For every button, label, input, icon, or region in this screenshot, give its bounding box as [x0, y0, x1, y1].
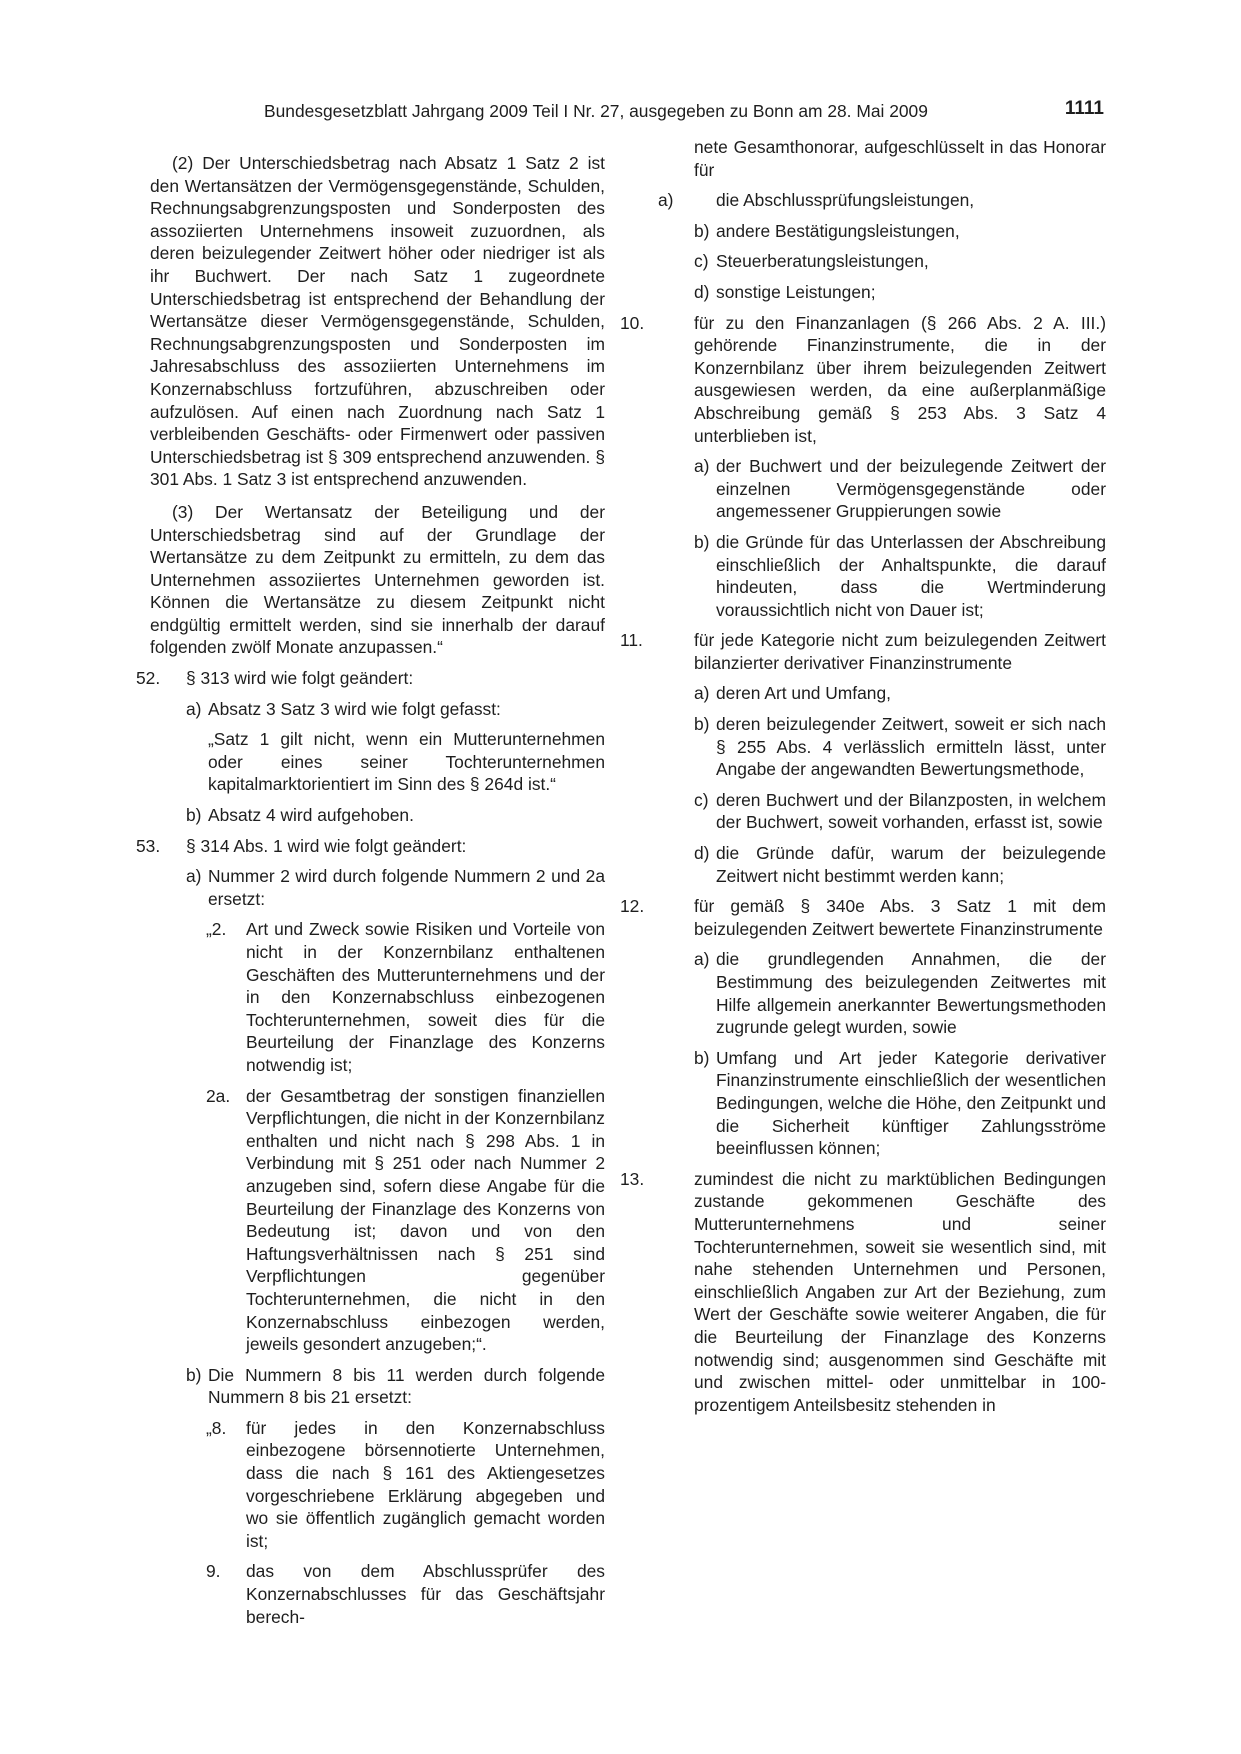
item-label: 53. [136, 835, 161, 856]
item-label: b) [694, 714, 710, 735]
item-label: b) [694, 531, 710, 552]
item-text: Steuerberatungsleistungen, [716, 251, 929, 272]
item-text: für gemäß § 340e Abs. 3 Satz 1 mit dem beizulegenden Zeitwert bewertete Finanzinstrumente [694, 896, 1106, 939]
item-label: b) [186, 805, 202, 826]
item-label: „2. [206, 919, 227, 940]
item-text: für jede Kategorie nicht zum beizulegenden Zeitwert bilanzierter derivativer Finanzinstrumente [694, 630, 1106, 673]
item-nr-9-continued: nete Gesamthonorar, aufgeschlüsselt in das Honorar für [694, 137, 1106, 180]
item-label: b) [694, 220, 710, 241]
item-label: a) [658, 190, 674, 211]
item-label: 12. [620, 896, 645, 917]
item-text: § 313 wird wie folgt geändert: [186, 668, 414, 689]
item-label: a) [694, 683, 710, 704]
item-text: deren beizulegender Zeitwert, soweit er sich nach § 255 Abs. 4 verlässlich ermitteln lässt, unter Angabe der angewandten Bewertungsmethode, [716, 714, 1106, 780]
item-text: der Buchwert und der beizulegende Zeitwert der einzelnen Vermögensgegenstände oder angemessener Gruppierungen sowie [716, 456, 1106, 522]
item-nr-11-a [658, 682, 1106, 705]
item-label: a) [694, 949, 710, 970]
item-text: sonstige Leistungen; [716, 281, 876, 302]
item-nr-13 [620, 1168, 1106, 1417]
item-53-b [150, 1364, 605, 1409]
item-nr-10-b [658, 531, 1106, 621]
item-nr-9-c [658, 250, 1106, 273]
item-53 [136, 835, 605, 858]
item-nr-11 [620, 629, 1106, 674]
item-label: 52. [136, 668, 161, 689]
item-text: Art und Zweck sowie Risiken und Vorteile von nicht in der Konzernbilanz enthaltenen Geschäften des Mutterunternehmens und der in den Konzernabschluss einbezogenen Tochterunternehmen, soweit dies für die Beurteilung der Finanzlage des Konzerns notwendig ist; [246, 919, 605, 1075]
item-text: Absatz 4 wird aufgehoben. [208, 805, 414, 826]
item-label: 10. [620, 312, 645, 333]
item-52-a [150, 698, 605, 721]
item-nr-11-d [658, 842, 1106, 887]
item-text: zumindest die nicht zu marktüblichen Bedingungen zustande gekommenen Geschäfte des Mutterunternehmens und seiner Tochterunternehmen, soweit sie wesentlich sind, mit nahe stehenden Unternehmen und Personen, einschließlich Angaben zur Art der Beziehung, zum Wert der Geschäfte sowie weiterer Angaben, die für die Beurteilung der Finanzlage des Konzerns notwendig sind; ausgenommen sind Geschäfte mit und zwischen mittel- oder unmittelbar in 100-prozentigem Anteilsbesitz stehenden in [694, 1168, 1106, 1415]
item-label: 13. [620, 1168, 645, 1189]
right-column [620, 137, 1106, 1416]
item-label: „8. [206, 1417, 227, 1438]
item-text: Die Nummern 8 bis 11 werden durch folgende Nummern 8 bis 21 ersetzt: [208, 1364, 605, 1408]
item-label: a) [186, 866, 202, 887]
item-nr-10-a [658, 455, 1106, 523]
item-nr-12-a [658, 948, 1106, 1038]
item-text: für zu den Finanzanlagen (§ 266 Abs. 2 A. III.) gehörende Finanzinstrumente, die in der Konzernbilanz über ihrem beizulegenden Zeitwert ausgewiesen werden, da eine außerplanmäßige Abschreibung gemäß § 253 Abs. 3 Satz 4 unterblieben ist, [694, 312, 1106, 446]
item-nr-2a [150, 1085, 605, 1356]
item-nr-12-b [658, 1047, 1106, 1160]
item-nr-9-b [658, 220, 1106, 243]
item-nr-8 [150, 1417, 605, 1553]
item-nr-11-b [658, 713, 1106, 781]
item-52 [136, 667, 605, 690]
item-text: Absatz 3 Satz 3 wird wie folgt gefasst: [208, 698, 501, 719]
paragraph-3: (3) Der Wertansatz der Beteiligung und der Unterschiedsbetrag sind auf der Grundlage der Wertansätze zu dem Zeitpunkt zu ermitteln, zu dem das Unternehmen assoziiertes Unternehmen geworden ist. Können die Wertansätze zu diesem Zeitpunkt nicht endgültig ermittelt werden, sind sie innerhalb der darauf folgenden zwölf Monate anzupassen.“ [150, 501, 605, 658]
page-header [264, 100, 1104, 126]
item-label: 2a. [206, 1085, 231, 1106]
item-nr-10 [620, 312, 1106, 448]
item-text: die Gründe für das Unterlassen der Abschreibung einschließlich der Anhaltspunkte, die darauf hindeuten, dass die Wertminderung voraussichtlich nicht von Dauer ist; [716, 531, 1106, 620]
item-label: c) [694, 789, 709, 810]
item-nr-9 [150, 1560, 605, 1628]
item-nr-9-a [658, 189, 1106, 212]
item-text: Umfang und Art jeder Kategorie derivativer Finanzinstrumente einschließlich der wesentlichen Bedingungen, welche die Höhe, den Zeitpunkt und die Sicherheit künftiger Zahlungsströme beeinflussen können; [716, 1047, 1106, 1159]
item-52-a-quote [150, 728, 605, 796]
item-label: a) [694, 456, 710, 477]
paragraph-2: (2) Der Unterschiedsbetrag nach Absatz 1 Satz 2 ist den Wertansätzen der Vermögensgegenstände, Schulden, Rechnungsabgrenzungsposten und Sonderposten des assoziierten Unternehmens insoweit zuzuordnen, als deren beizulegender Zeitwert höher oder niedriger ist als ihr Buchwert. Der nach Satz 1 zugeordnete Unterschiedsbetrag ist entsprechend der Behandlung der Wertansätze dieser Vermögensgegenstände, Schulden, Rechnungsabgrenzungsposten und Sonderposten im Jahresabschluss des assoziierten Unternehmens im Konzernabschluss fortzuführen, abzuschreiben oder aufzulösen. Auf einen nach Zuordnung nach Satz 1 verbleibenden Geschäfts- oder Firmenwert oder passiven Unterschiedsbetrag ist § 309 entsprechend anzuwenden. § 301 Abs. 1 Satz 3 ist entsprechend anzuwenden. [150, 153, 605, 490]
item-text: Nummer 2 wird durch folgende Nummern 2 und 2a ersetzt: [208, 866, 605, 909]
item-label: b) [186, 1364, 202, 1385]
item-text: andere Bestätigungsleistungen, [716, 220, 960, 241]
item-nr-9-d [658, 281, 1106, 304]
item-text: das von dem Abschlussprüfer des Konzernabschlusses für das Geschäftsjahr berech- [246, 1561, 605, 1627]
item-text: die Abschlussprüfungsleistungen, [716, 190, 975, 211]
item-label: b) [694, 1047, 710, 1068]
item-text: die Gründe dafür, warum der beizulegende Zeitwert nicht bestimmt werden kann; [716, 843, 1106, 886]
item-text: die grundlegenden Annahmen, die der Bestimmung des beizulegenden Zeitwertes mit Hilfe allgemein anerkannter Bewertungsmethoden zugrunde gelegt wurden, sowie [716, 949, 1106, 1038]
item-label: d) [694, 281, 710, 302]
item-nr-11-c [658, 789, 1106, 834]
left-column [136, 152, 605, 1628]
item-text: der Gesamtbetrag der sonstigen finanziellen Verpflichtungen, die nicht in der Konzernbilanz enthalten und nicht nach § 298 Abs. 1 in Verbindung mit § 251 oder nach Nummer 2 anzugeben sind, sofern diese Angabe für die Beurteilung der Finanzlage des Konzerns von Bedeutung ist; davon und von den Haftungsverhältnissen nach § 251 sind Verpflichtungen gegenüber Tochterunternehmen, die nicht in den Konzernabschluss einbezogen werden, jeweils gesondert anzugeben;“. [246, 1085, 605, 1355]
item-label: c) [694, 251, 709, 272]
quote-text: „Satz 1 gilt nicht, wenn ein Mutterunternehmen oder eines seiner Tochterunternehmen kapitalmarktorientiert im Sinn des § 264d ist.“ [208, 729, 605, 795]
page-number: 1111 [1064, 98, 1104, 119]
item-text: deren Art und Umfang, [716, 683, 891, 704]
item-text: § 314 Abs. 1 wird wie folgt geändert: [186, 835, 467, 856]
item-label: d) [694, 843, 710, 864]
item-label: a) [186, 698, 202, 719]
item-nr-12 [620, 895, 1106, 940]
item-53-a [150, 865, 605, 910]
item-label: 11. [620, 630, 643, 651]
item-52-b [150, 804, 605, 827]
running-head: Bundesgesetzblatt Jahrgang 2009 Teil I Nr. 27, ausgegeben zu Bonn am 28. Mai 2009 [264, 101, 928, 121]
item-text: für jedes in den Konzernabschluss einbezogene börsennotierte Unternehmen, dass die nach § 161 des Aktiengesetzes vorgeschriebene Erklärung abgegeben und wo sie öffentlich zugänglich gemacht worden ist; [246, 1417, 605, 1551]
item-label: 9. [206, 1561, 221, 1582]
item-text: deren Buchwert und der Bilanzposten, in welchem der Buchwert, soweit vorhanden, erfasst ist, sowie [716, 789, 1106, 833]
item-nr-2 [150, 918, 605, 1076]
